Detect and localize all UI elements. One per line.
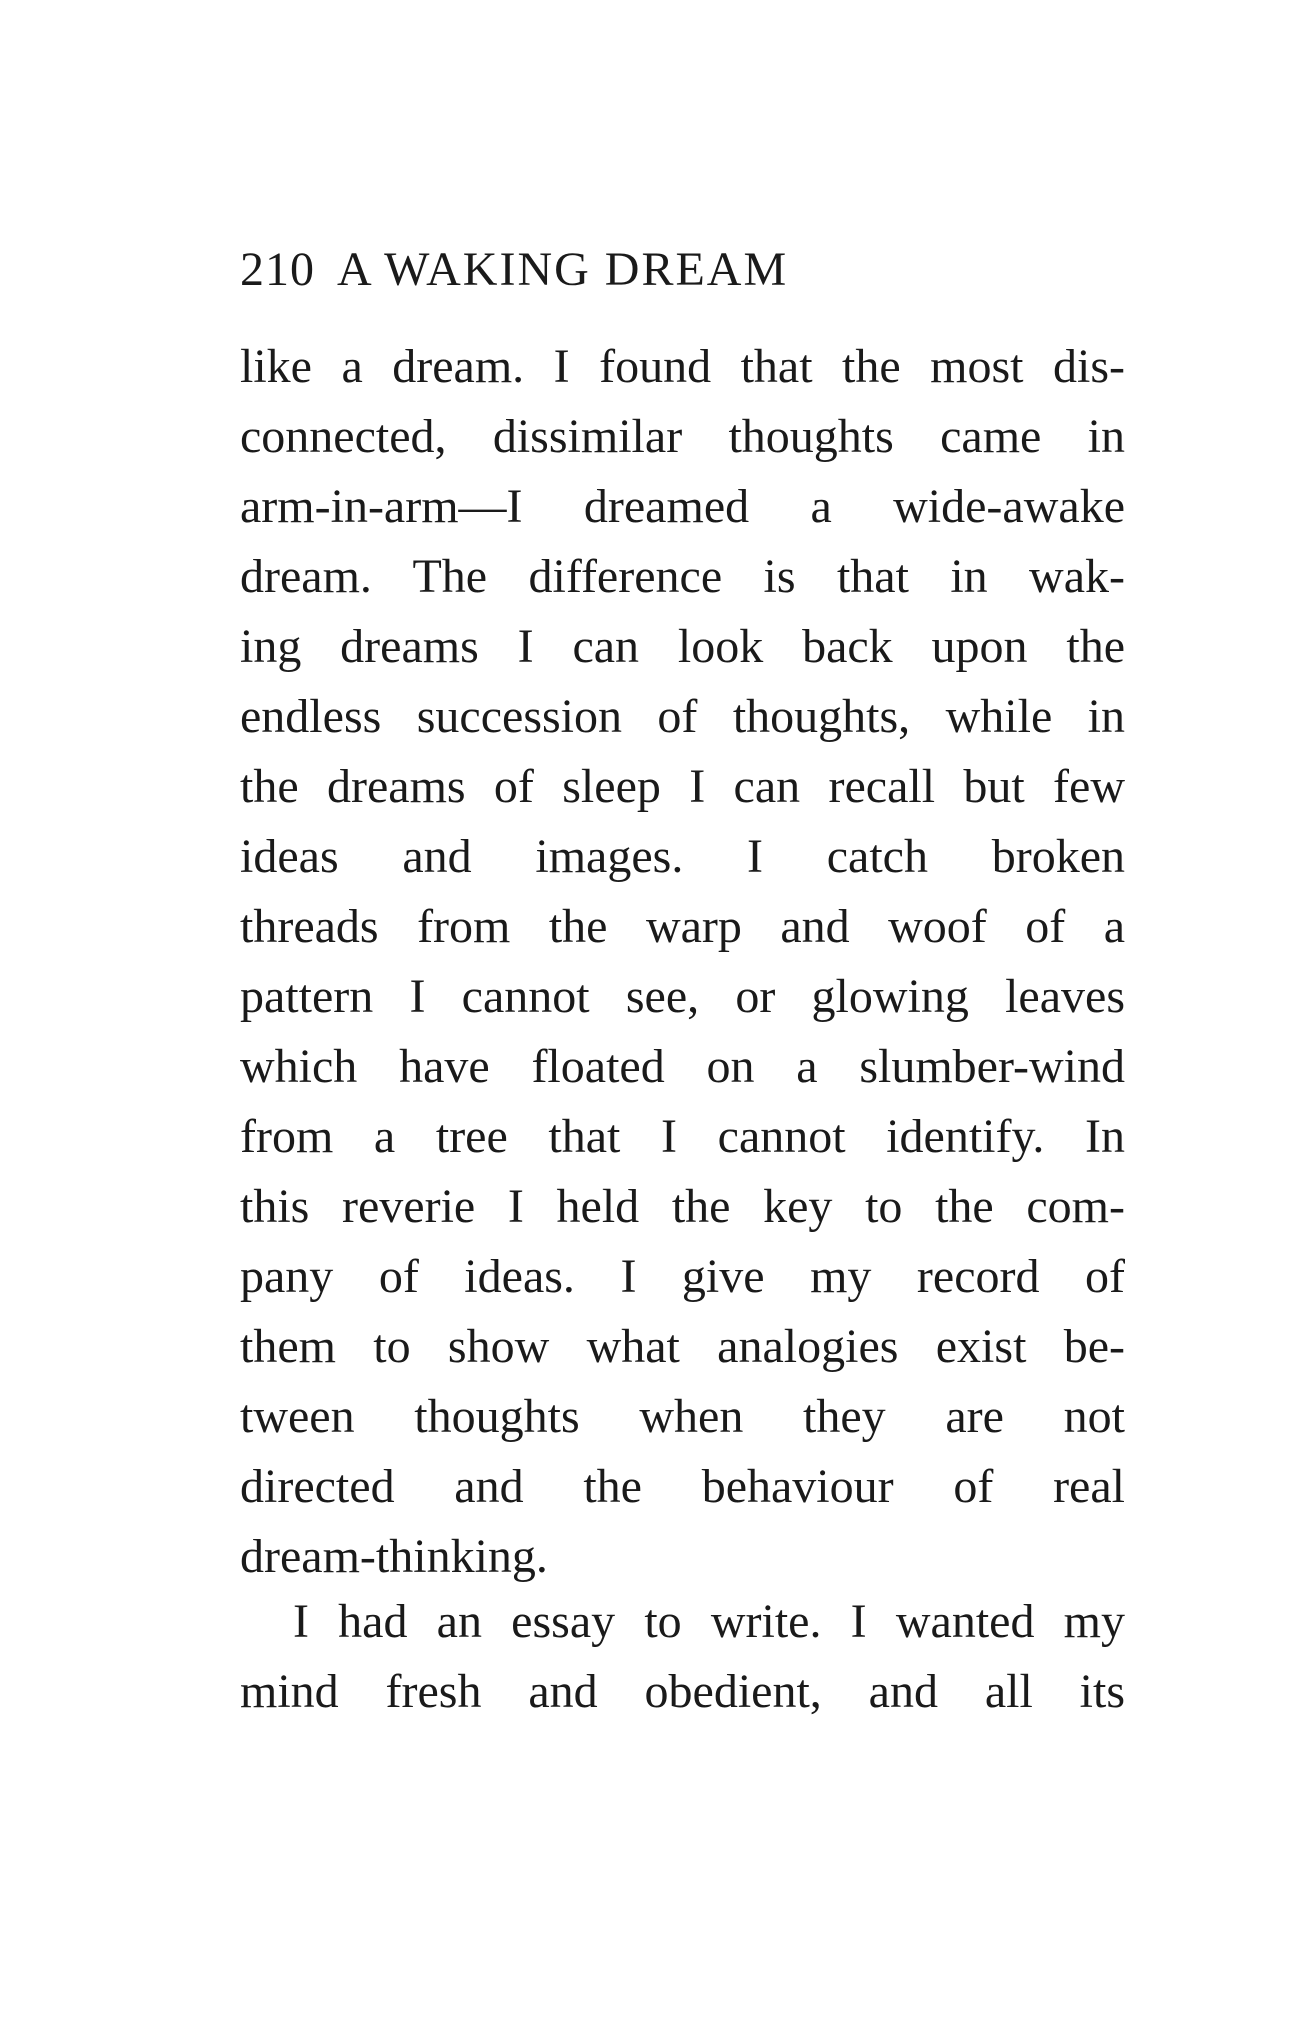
text-line: this reverie I held the key to the com- <box>240 1180 1125 1233</box>
text-line: directed and the behaviour of real <box>240 1460 1125 1513</box>
text-line: pany of ideas. I give my record of <box>240 1250 1125 1303</box>
text-line: ideas and images. I catch broken <box>240 830 1125 883</box>
page-number: 210 <box>240 243 315 296</box>
running-title: A WAKING DREAM <box>337 243 789 296</box>
text-line: from a tree that I cannot identify. In <box>240 1110 1125 1163</box>
text-line: tween thoughts when they are not <box>240 1390 1125 1443</box>
text-line: endless succession of thoughts, while in <box>240 690 1125 743</box>
paragraph-1 <box>240 332 1125 1592</box>
text-line: them to show what analogies exist be- <box>240 1320 1125 1373</box>
text-line: dream-thinking. <box>240 1530 548 1583</box>
text-line: dream. The difference is that in wak- <box>240 550 1125 603</box>
text-line: arm-in-arm—I dreamed a wide-awake <box>240 480 1125 533</box>
running-head <box>240 240 1130 300</box>
text-line: pattern I cannot see, or glowing leaves <box>240 970 1125 1023</box>
paragraph-2 <box>240 1587 1125 1727</box>
text-line: mind fresh and obedient, and all its <box>240 1665 1125 1718</box>
text-line: I had an essay to write. I wanted my <box>293 1595 1125 1648</box>
text-line: connected, dissimilar thoughts came in <box>240 410 1125 463</box>
text-line: threads from the warp and woof of a <box>240 900 1125 953</box>
text-line: which have floated on a slumber-wind <box>240 1040 1125 1093</box>
text-line: the dreams of sleep I can recall but few <box>240 760 1125 813</box>
text-line: ing dreams I can look back upon the <box>240 620 1125 673</box>
text-line: like a dream. I found that the most dis- <box>240 340 1125 393</box>
